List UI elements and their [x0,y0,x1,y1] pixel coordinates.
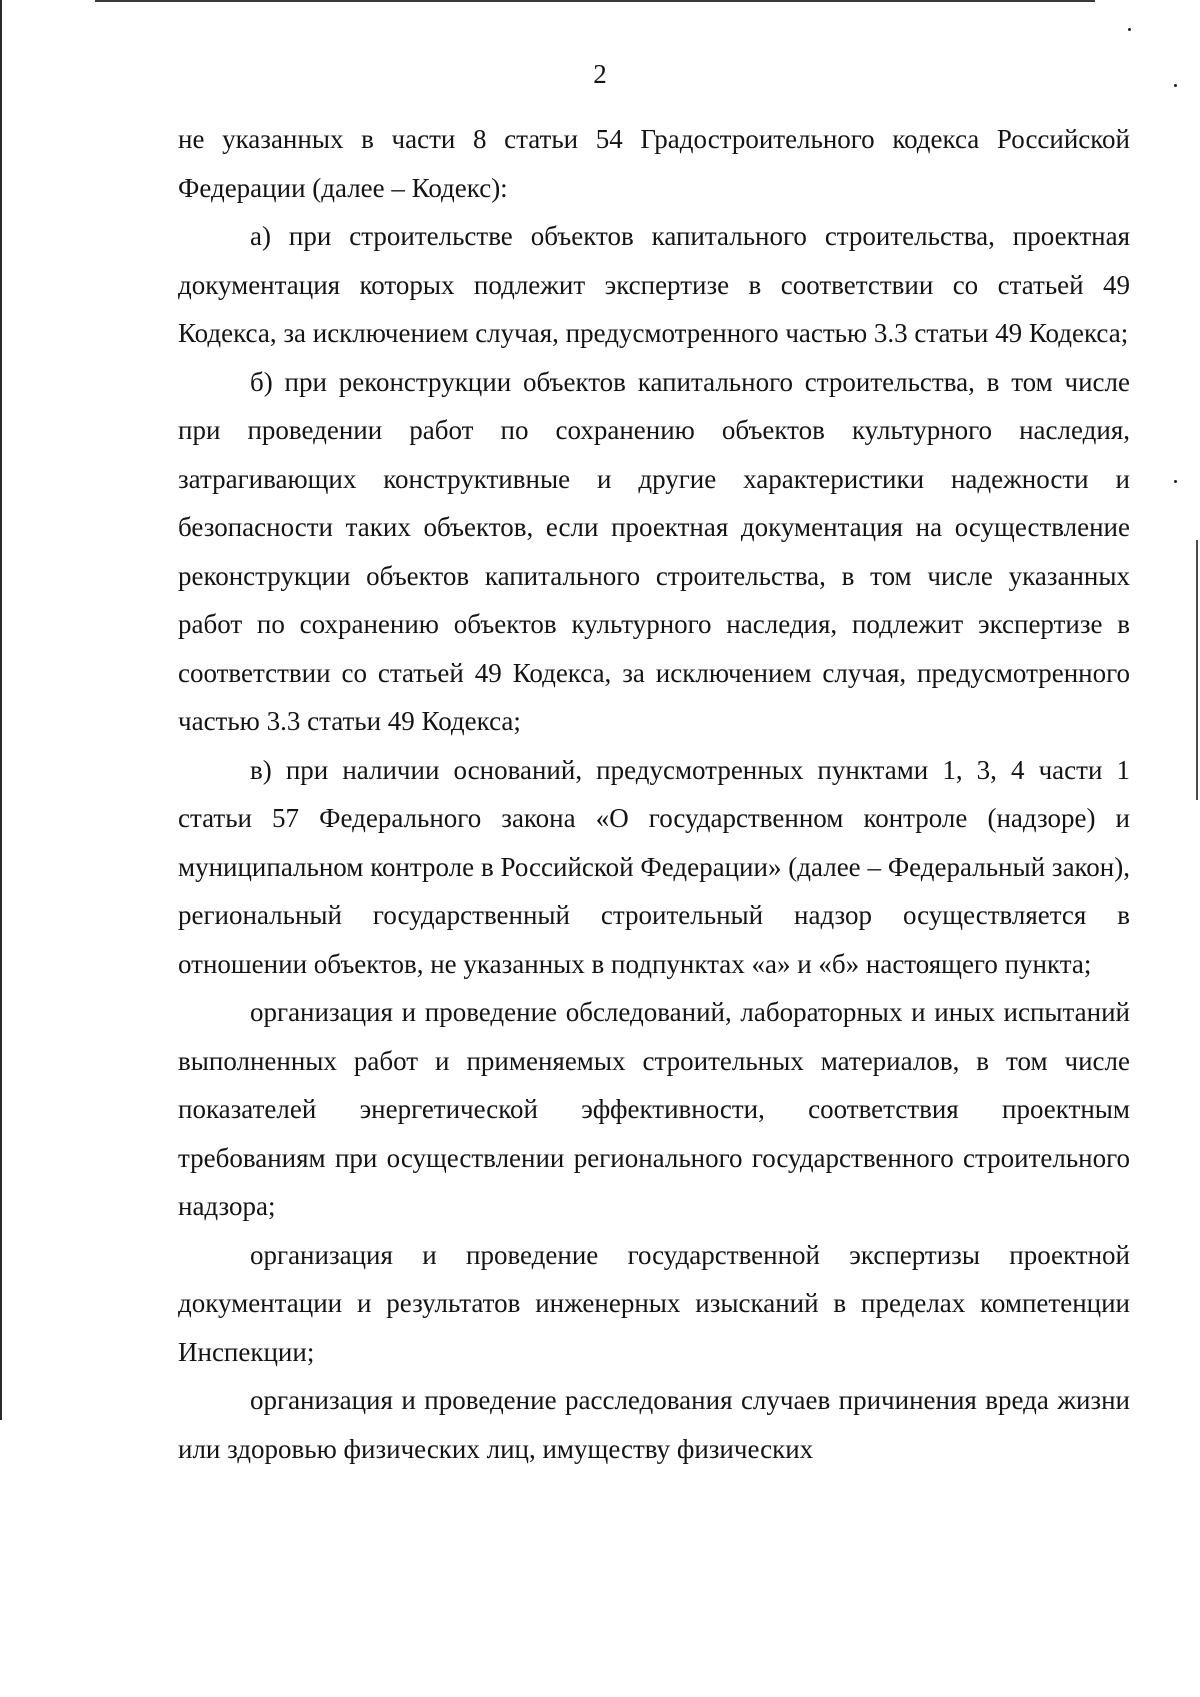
scan-speck [1128,28,1131,31]
paragraph-investigation: организация и проведение расследования случаев причинения вреда жизни или здоровью физических лиц, имуществу физических [178,1385,1130,1464]
page-number: 2 [593,59,607,89]
paragraph-inspections: организация и проведение обследований, лабораторных и иных испытаний выполненных работ и применяемых строительных материалов, в том числе показателей энергетической эффективности, соответствия проектным требованиям при осуществлении регионального государственного строительного надзора; [178,997,1130,1221]
scan-edge-top [95,0,1095,2]
scan-speck [1174,480,1177,483]
paragraph-intro: не указанных в части 8 статьи 54 Градостроительного кодекса Российской Федерации (далее – Кодекс): [178,124,1130,203]
document-body [178,115,1130,1473]
scan-edge-right [1196,540,1198,800]
paragraph-item-b: б) при реконструкции объектов капитального строительства, в том числе при проведении работ по сохранению объектов культурного наследия, затрагивающих конструктивные и другие характеристики надежности и безопасности таких объектов, если проектная документация на осуществление реконструкции объектов капитального строительства, в том числе указанных работ по сохранению объектов культурного наследия, подлежит экспертизе в соответствии со статьей 49 Кодекса, за исключением случая, предусмотренного частью 3.3 статьи 49 Кодекса; [178,366,1130,736]
paragraph-item-a: а) при строительстве объектов капитального строительства, проектная документация которых подлежит экспертизе в соответствии со статьей 49 Кодекса, за исключением случая, предусмотренного частью 3.3 статьи 49 Кодекса; [178,221,1130,348]
paragraph-expertise: организация и проведение государственной экспертизы проектной документации и результатов инженерных изысканий в пределах компетенции Инспекции; [178,1239,1130,1367]
scan-edge-left [0,0,2,1420]
paragraph-item-v: в) при наличии оснований, предусмотренных пунктами 1, 3, 4 части 1 статьи 57 Федерального закона «О государственном контроле (надзоре) и муниципальном контроле в Российской Федерации» (далее – Федеральный закон), региональный государственный строительный надзор осуществляется в отношении объектов, не указанных в подпунктах «а» и «б» настоящего пункта; [178,754,1130,979]
